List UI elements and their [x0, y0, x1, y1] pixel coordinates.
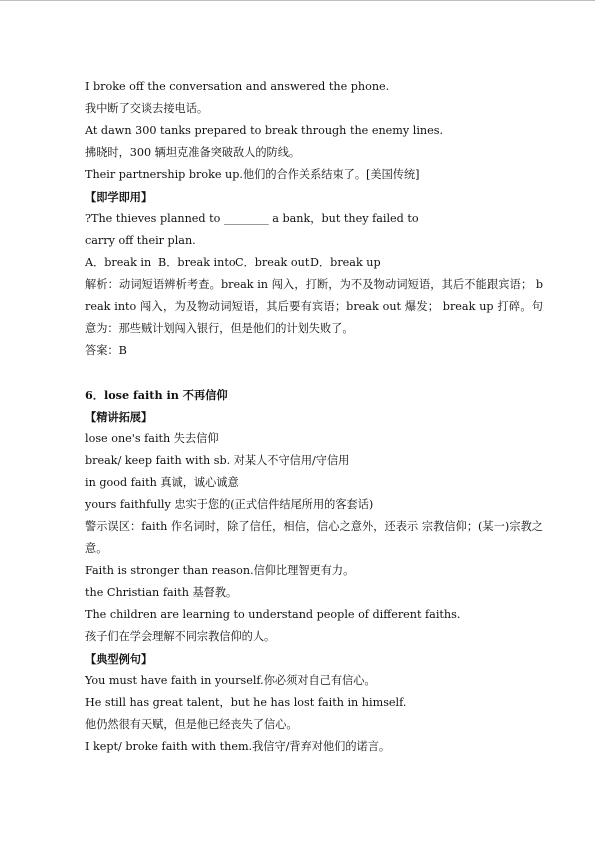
option-a: A．break in	[85, 256, 152, 269]
expand-line: The children are learning to understand people of different faiths.	[85, 608, 461, 621]
section-gap	[85, 362, 543, 384]
examples-heading: 【典型例句】	[85, 652, 153, 666]
example-sentence: At dawn 300 tanks prepared to break through the enemy lines.	[85, 124, 444, 137]
top-rule	[0, 0, 595, 1]
example-translation: 他仍然很有天赋，但是他已经丧失了信心。	[85, 718, 298, 731]
page-content	[85, 76, 543, 758]
example-translation: 拂晓时，300 辆坦克准备突破敌人的防线。	[85, 146, 301, 159]
expand-line: 孩子们在学会理解不同宗教信仰的人。	[85, 630, 276, 643]
expand-line: yours faithfully 忠实于您的(正式信件结尾所用的客套话)	[85, 498, 374, 511]
answer-line: 答案：B	[85, 344, 127, 357]
option-c: C．break out	[235, 256, 310, 269]
analysis-paragraph: 解析：动词短语辨析考查。break in 闯入，打断，为不及物动词短语，其后不能跟宾语； break into 闯入，为及物动词短语，其后要有宾语；break out 爆发； break up 打碎。句意为：那些贼计划闯入银行，但是他们的计划失败了。	[85, 278, 543, 335]
example-sentence: Their partnership broke up.他们的合作关系结束了。[美国传统]	[85, 168, 420, 181]
expand-line: break/ keep faith with sb. 对某人不守信用/守信用	[85, 454, 350, 467]
expand-line: lose one's faith 失去信仰	[85, 432, 219, 445]
example-sentence: He still has great talent，but he has lost faith in himself.	[85, 696, 407, 709]
practice-heading: 【即学即用】	[85, 190, 153, 204]
example-sentence: I kept/ broke faith with them.我信守/背弃对他们的诺言。	[85, 740, 391, 753]
question-line: carry off their plan.	[85, 234, 196, 247]
answer-options	[85, 252, 543, 274]
section-title: 6．lose faith in 不再信仰	[85, 388, 228, 402]
question-line: ?The thieves planned to ________ a bank，but they failed to	[85, 212, 419, 225]
option-b: B．break into	[158, 256, 236, 269]
example-sentence: You must have faith in yourself.你必须对自己有信心。	[85, 674, 376, 687]
example-sentence: I broke off the conversation and answered the phone.	[85, 80, 390, 93]
expand-line: the Christian faith 基督教。	[85, 586, 238, 599]
warning-paragraph: 警示误区：faith 作名词时，除了信任，相信，信心之意外，还表示 宗教信仰；(某一)宗教之意。	[85, 520, 543, 555]
expand-line: Faith is stronger than reason.信仰比理智更有力。	[85, 564, 355, 577]
option-d: D．break up	[310, 256, 381, 269]
expand-line: in good faith 真诚，诚心诚意	[85, 476, 239, 489]
example-translation: 我中断了交谈去接电话。	[85, 102, 209, 115]
expand-heading: 【精讲拓展】	[85, 410, 153, 424]
